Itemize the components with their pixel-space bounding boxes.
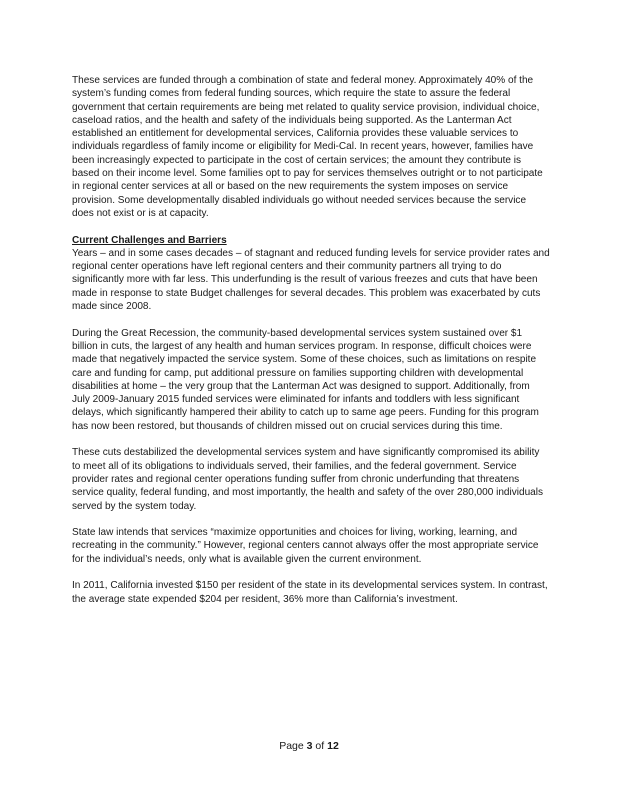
- investment-paragraph: In 2011, California invested $150 per resident of the state in its developmental services system. In contrast, the average state expended $204 per resident, 36% more than California’s investment.: [72, 580, 548, 605]
- section-heading: Current Challenges and Barriers: [72, 234, 227, 246]
- page-footer: [0, 740, 618, 753]
- state-law-paragraph: State law intends that services “maximize opportunities and choices for living, working, learning, and recreating in the community.” However, regional centers cannot always offer the most appropriate service for the individual’s needs, only what is available given the current environment.: [72, 527, 539, 565]
- page-body: [72, 74, 550, 619]
- total-pages: 12: [327, 740, 339, 752]
- great-recession-paragraph: During the Great Recession, the community-based developmental services system sustained over $1 billion in cuts, the largest of any health and human services program. In response, difficult choices were made that negatively impacted the service system. Some of these choices, such as limitations on respite care and funding for camp, put additional pressure on families supporting children with developmental disabilities at home – the very group that the Lanterman Act was designed to support. Additionally, from July 2009-January 2015 funded services were eliminated for infants and toddlers with less significant delays, which significantly hampered their ability to catch up to same age peers. Funding for this program has now been restored, but thousands of children missed out on crucial services during this time.: [72, 327, 539, 432]
- destabilization-paragraph: These cuts destabilized the developmental services system and have significantly compromised its ability to meet all of its obligations to individuals served, their families, and the federal government. Service provider rates and regional center operations funding suffer from chronic underfunding that threatens service quality, federal funding, and most importantly, the health and safety of the over 280,000 individuals served by the system today.: [72, 447, 543, 512]
- underfunding-paragraph: Years – and in some cases decades – of stagnant and reduced funding levels for service provider rates and regional center operations have left regional centers and their community partners all trying to do significantly more with far less. This underfunding is the result of various freezes and cuts that have been made in response to state Budget challenges for several decades. This problem was exacerbated by cuts made since 2008.: [72, 247, 550, 313]
- page-label: Page: [279, 740, 304, 752]
- page-number: 3: [306, 740, 313, 752]
- funding-paragraph: These services are funded through a combination of state and federal money. Approximately 40% of the system’s funding comes from federal funding sources, which require the state to assure the federal government that certain requirements are being met related to quality service provision, individual choice, caseload ratios, and the health and safety of the individuals being supported. As the Lanterman Act established an entitlement for developmental services, California provides these valuable services to individuals regardless of family income or eligibility for Medi-Cal. In recent years, however, families have been increasingly expected to participate in the cost of certain services; the amount they contribute is based on their income level. Some families opt to pay for services themselves outright or to not participate in regional center services at all or based on the new requirements the system imposes on service provision. Some developmentally disabled individuals go without needed services because the service does not exist or is at capacity.: [72, 75, 543, 219]
- of-label: of: [315, 740, 325, 752]
